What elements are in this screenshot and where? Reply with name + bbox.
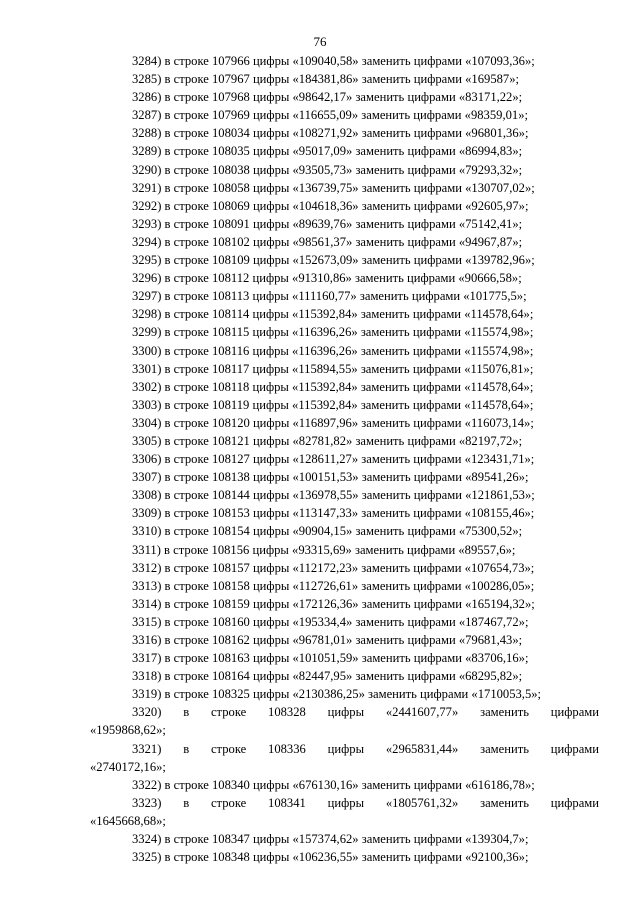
list-item: 3313) в строке 108158 цифры «112726,61» заменить цифрами «100286,05»; [132, 578, 535, 593]
document-body [90, 52, 599, 866]
list-item: 3300) в строке 108116 цифры «116396,26» заменить цифрами «115574,98»; [132, 343, 534, 358]
list-item-wrapped-first: 3321) в строке 108336 цифры «2965831,44» заменить цифрами [132, 741, 599, 756]
list-item: 3309) в строке 108153 цифры «113147,33» заменить цифрами «108155,46»; [132, 506, 535, 521]
list-item: 3297) в строке 108113 цифры «111160,77» заменить цифрами «101775,5»; [132, 289, 527, 304]
list-item: 3292) в строке 108069 цифры «104618,36» заменить цифрами «92605,97»; [132, 198, 529, 213]
list-item: 3298) в строке 108114 цифры «115392,84» заменить цифрами «114578,64»; [132, 307, 534, 322]
list-item: 3312) в строке 108157 цифры «112172,23» заменить цифрами «107654,73»; [132, 560, 535, 575]
list-item: 3310) в строке 108154 цифры «90904,15» заменить цифрами «75300,52»; [132, 524, 523, 539]
list-item: 3284) в строке 107966 цифры «109040,58» заменить цифрами «107093,36»; [132, 54, 535, 68]
list-item: 3324) в строке 108347 цифры «157374,62» заменить цифрами «139304,7»; [132, 832, 529, 847]
list-item: 3316) в строке 108162 цифры «96781,01» заменить цифрами «79681,43»; [132, 633, 523, 647]
list-item: 3294) в строке 108102 цифры «98561,37» заменить цифрами «94967,87»; [132, 234, 523, 249]
list-item-wrapped-first: 3323) в строке 108341 цифры «1805761,32» заменить цифрами [132, 795, 599, 810]
list-item: 3306) в строке 108127 цифры «128611,27» заменить цифрами «123431,71»; [132, 452, 535, 467]
list-item: 3318) в строке 108164 цифры «82447,95» заменить цифрами «68295,82»; [132, 669, 523, 684]
list-item: 3291) в строке 108058 цифры «136739,75» заменить цифрами «130707,02»; [132, 180, 535, 195]
list-item: 3295) в строке 108109 цифры «152673,09» заменить цифрами «139782,96»; [132, 253, 535, 268]
list-item: 3302) в строке 108118 цифры «115392,84» заменить цифрами «114578,64»; [132, 379, 534, 394]
list-item: 3303) в строке 108119 цифры «115392,84» заменить цифрами «114578,64»; [132, 397, 534, 412]
list-item: 3285) в строке 107967 цифры «184381,86» заменить цифрами «169587»; [132, 72, 520, 87]
list-item: 3322) в строке 108340 цифры «676130,16» заменить цифрами «616186,78»; [132, 777, 535, 792]
list-item: 3311) в строке 108156 цифры «93315,69» заменить цифрами «89557,6»; [132, 542, 516, 557]
list-item-wrapped-first: 3320) в строке 108328 цифры «2441607,77» заменить цифрами [132, 705, 599, 720]
list-item: 3290) в строке 108038 цифры «93505,73» заменить цифрами «79293,32»; [132, 162, 523, 177]
list-item-wrapped-continuation: «2740172,16»; [90, 759, 166, 774]
list-item: 3296) в строке 108112 цифры «91310,86» заменить цифрами «90666,58»; [132, 271, 522, 286]
list-item: 3289) в строке 108035 цифры «95017,09» заменить цифрами «86994,83»; [132, 144, 523, 159]
list-item: 3293) в строке 108091 цифры «89639,76» заменить цифрами «75142,41»; [132, 216, 523, 231]
list-item: 3299) в строке 108115 цифры «116396,26» заменить цифрами «115574,98»; [132, 325, 534, 340]
list-item: 3287) в строке 107969 цифры «116655,09» заменить цифрами «98359,01»; [132, 108, 528, 123]
list-item: 3307) в строке 108138 цифры «100151,53» заменить цифрами «89541,26»; [132, 470, 529, 485]
list-item: 3315) в строке 108160 цифры «195334,4» заменить цифрами «187467,72»; [132, 614, 529, 629]
list-item: 3314) в строке 108159 цифры «172126,36» заменить цифрами «165194,32»; [132, 596, 535, 611]
list-item: 3305) в строке 108121 цифры «82781,82» заменить цифрами «82197,72»; [132, 433, 523, 448]
list-item: 3286) в строке 107968 цифры «98642,17» заменить цифрами «83171,22»; [132, 90, 523, 105]
list-item: 3308) в строке 108144 цифры «136978,55» заменить цифрами «121861,53»; [132, 488, 535, 503]
list-item: 3317) в строке 108163 цифры «101051,59» заменить цифрами «83706,16»; [132, 651, 529, 666]
list-item: 3304) в строке 108120 цифры «116897,96» заменить цифрами «116073,14»; [132, 415, 534, 430]
list-item-wrapped-continuation: «1645668,68»; [90, 813, 166, 828]
list-item-wrapped-continuation: «1959868,62»; [90, 723, 166, 738]
list-item: 3319) в строке 108325 цифры «2130386,25» заменить цифрами «1710053,5»; [132, 687, 542, 702]
page-number: 76 [313, 34, 327, 49]
list-item: 3301) в строке 108117 цифры «115894,55» заменить цифрами «115076,81»; [132, 361, 534, 376]
list-item: 3288) в строке 108034 цифры «108271,92» заменить цифрами «96801,36»; [132, 126, 529, 141]
list-item: 3325) в строке 108348 цифры «106236,55» заменить цифрами «92100,36»; [132, 850, 529, 865]
